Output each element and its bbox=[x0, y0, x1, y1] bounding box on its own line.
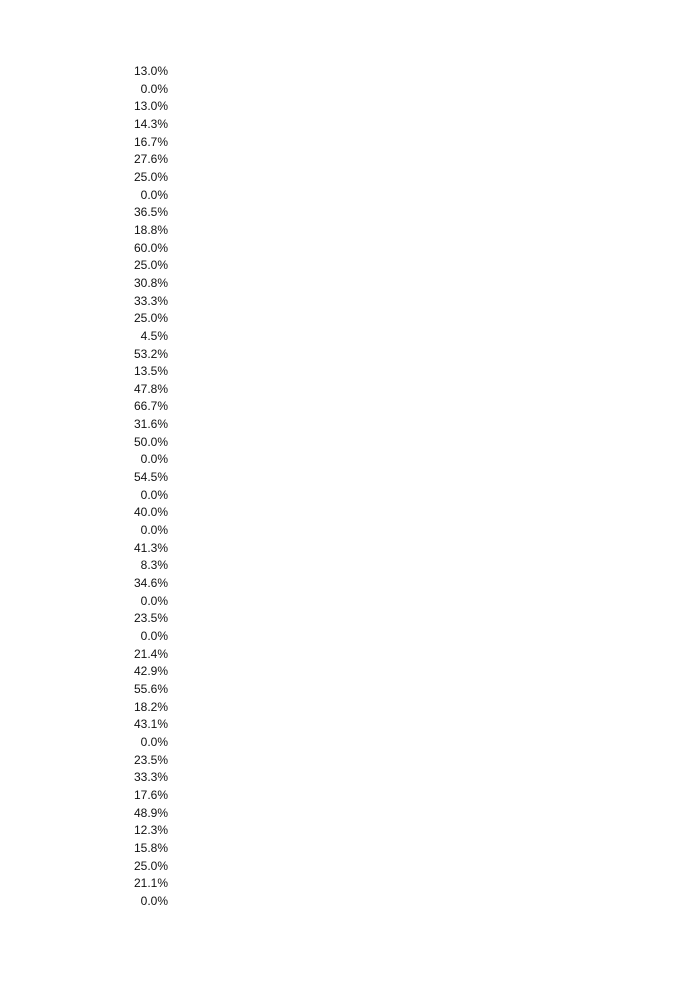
percentage-cell: 27.6% bbox=[133, 152, 168, 167]
percentage-cell: 50.0% bbox=[133, 434, 168, 449]
percentage-cell: 14.3% bbox=[133, 116, 168, 131]
percentage-cell: 16.7% bbox=[133, 134, 168, 149]
percentage-cell: 18.8% bbox=[133, 222, 168, 237]
percentage-cell: 23.5% bbox=[133, 611, 168, 626]
percentage-cell: 0.0% bbox=[140, 593, 168, 608]
percentage-cell: 21.4% bbox=[133, 646, 168, 661]
percentage-cell: 33.3% bbox=[133, 293, 168, 308]
percentage-cell: 25.0% bbox=[133, 169, 168, 184]
percentage-cell: 66.7% bbox=[133, 399, 168, 414]
percentage-cell: 25.0% bbox=[133, 258, 168, 273]
percentage-cell: 13.0% bbox=[133, 64, 168, 78]
percentage-cell: 0.0% bbox=[140, 629, 168, 643]
percentage-cell: 0.0% bbox=[140, 487, 168, 502]
percentage-cell: 17.6% bbox=[133, 787, 168, 802]
percentage-cell: 60.0% bbox=[133, 240, 168, 255]
percentage-cell: 15.8% bbox=[133, 840, 168, 855]
percentage-cell: 48.9% bbox=[133, 805, 168, 820]
percentage-column bbox=[118, 63, 168, 911]
percentage-cell: 21.1% bbox=[133, 876, 168, 891]
percentage-cell: 33.3% bbox=[133, 770, 168, 785]
percentage-cell: 31.6% bbox=[133, 417, 168, 432]
percentage-cell: 34.6% bbox=[133, 576, 168, 591]
percentage-cell: 42.9% bbox=[133, 664, 168, 679]
percentage-cell: 0.0% bbox=[140, 81, 168, 96]
percentage-cell: 36.5% bbox=[133, 205, 168, 220]
percentage-cell: 8.3% bbox=[140, 558, 168, 573]
percentage-cell: 0.0% bbox=[140, 523, 168, 538]
percentage-cell: 47.8% bbox=[133, 381, 168, 396]
percentage-cell: 13.5% bbox=[133, 364, 168, 379]
percentage-cell: 41.3% bbox=[133, 540, 168, 555]
percentage-cell: 55.6% bbox=[133, 681, 168, 696]
percentage-cell: 43.1% bbox=[133, 717, 168, 732]
percentage-cell: 0.0% bbox=[140, 734, 168, 749]
percentage-cell: 18.2% bbox=[133, 699, 168, 714]
percentage-cell: 30.8% bbox=[133, 275, 168, 290]
percentage-cell: 13.0% bbox=[133, 99, 168, 114]
percentage-cell: 54.5% bbox=[133, 470, 168, 485]
percentage-cell: 23.5% bbox=[133, 752, 168, 767]
percentage-cell: 40.0% bbox=[133, 505, 168, 520]
percentage-cell: 25.0% bbox=[133, 858, 168, 873]
percentage-cell: 0.0% bbox=[140, 452, 168, 467]
percentage-cell: 0.0% bbox=[140, 187, 168, 202]
percentage-cell: 25.0% bbox=[133, 311, 168, 326]
percentage-cell: 4.5% bbox=[140, 328, 168, 343]
percentage-cell: 12.3% bbox=[133, 823, 168, 838]
percentage-cell: 0.0% bbox=[140, 893, 168, 908]
percentage-cell: 53.2% bbox=[133, 346, 168, 361]
